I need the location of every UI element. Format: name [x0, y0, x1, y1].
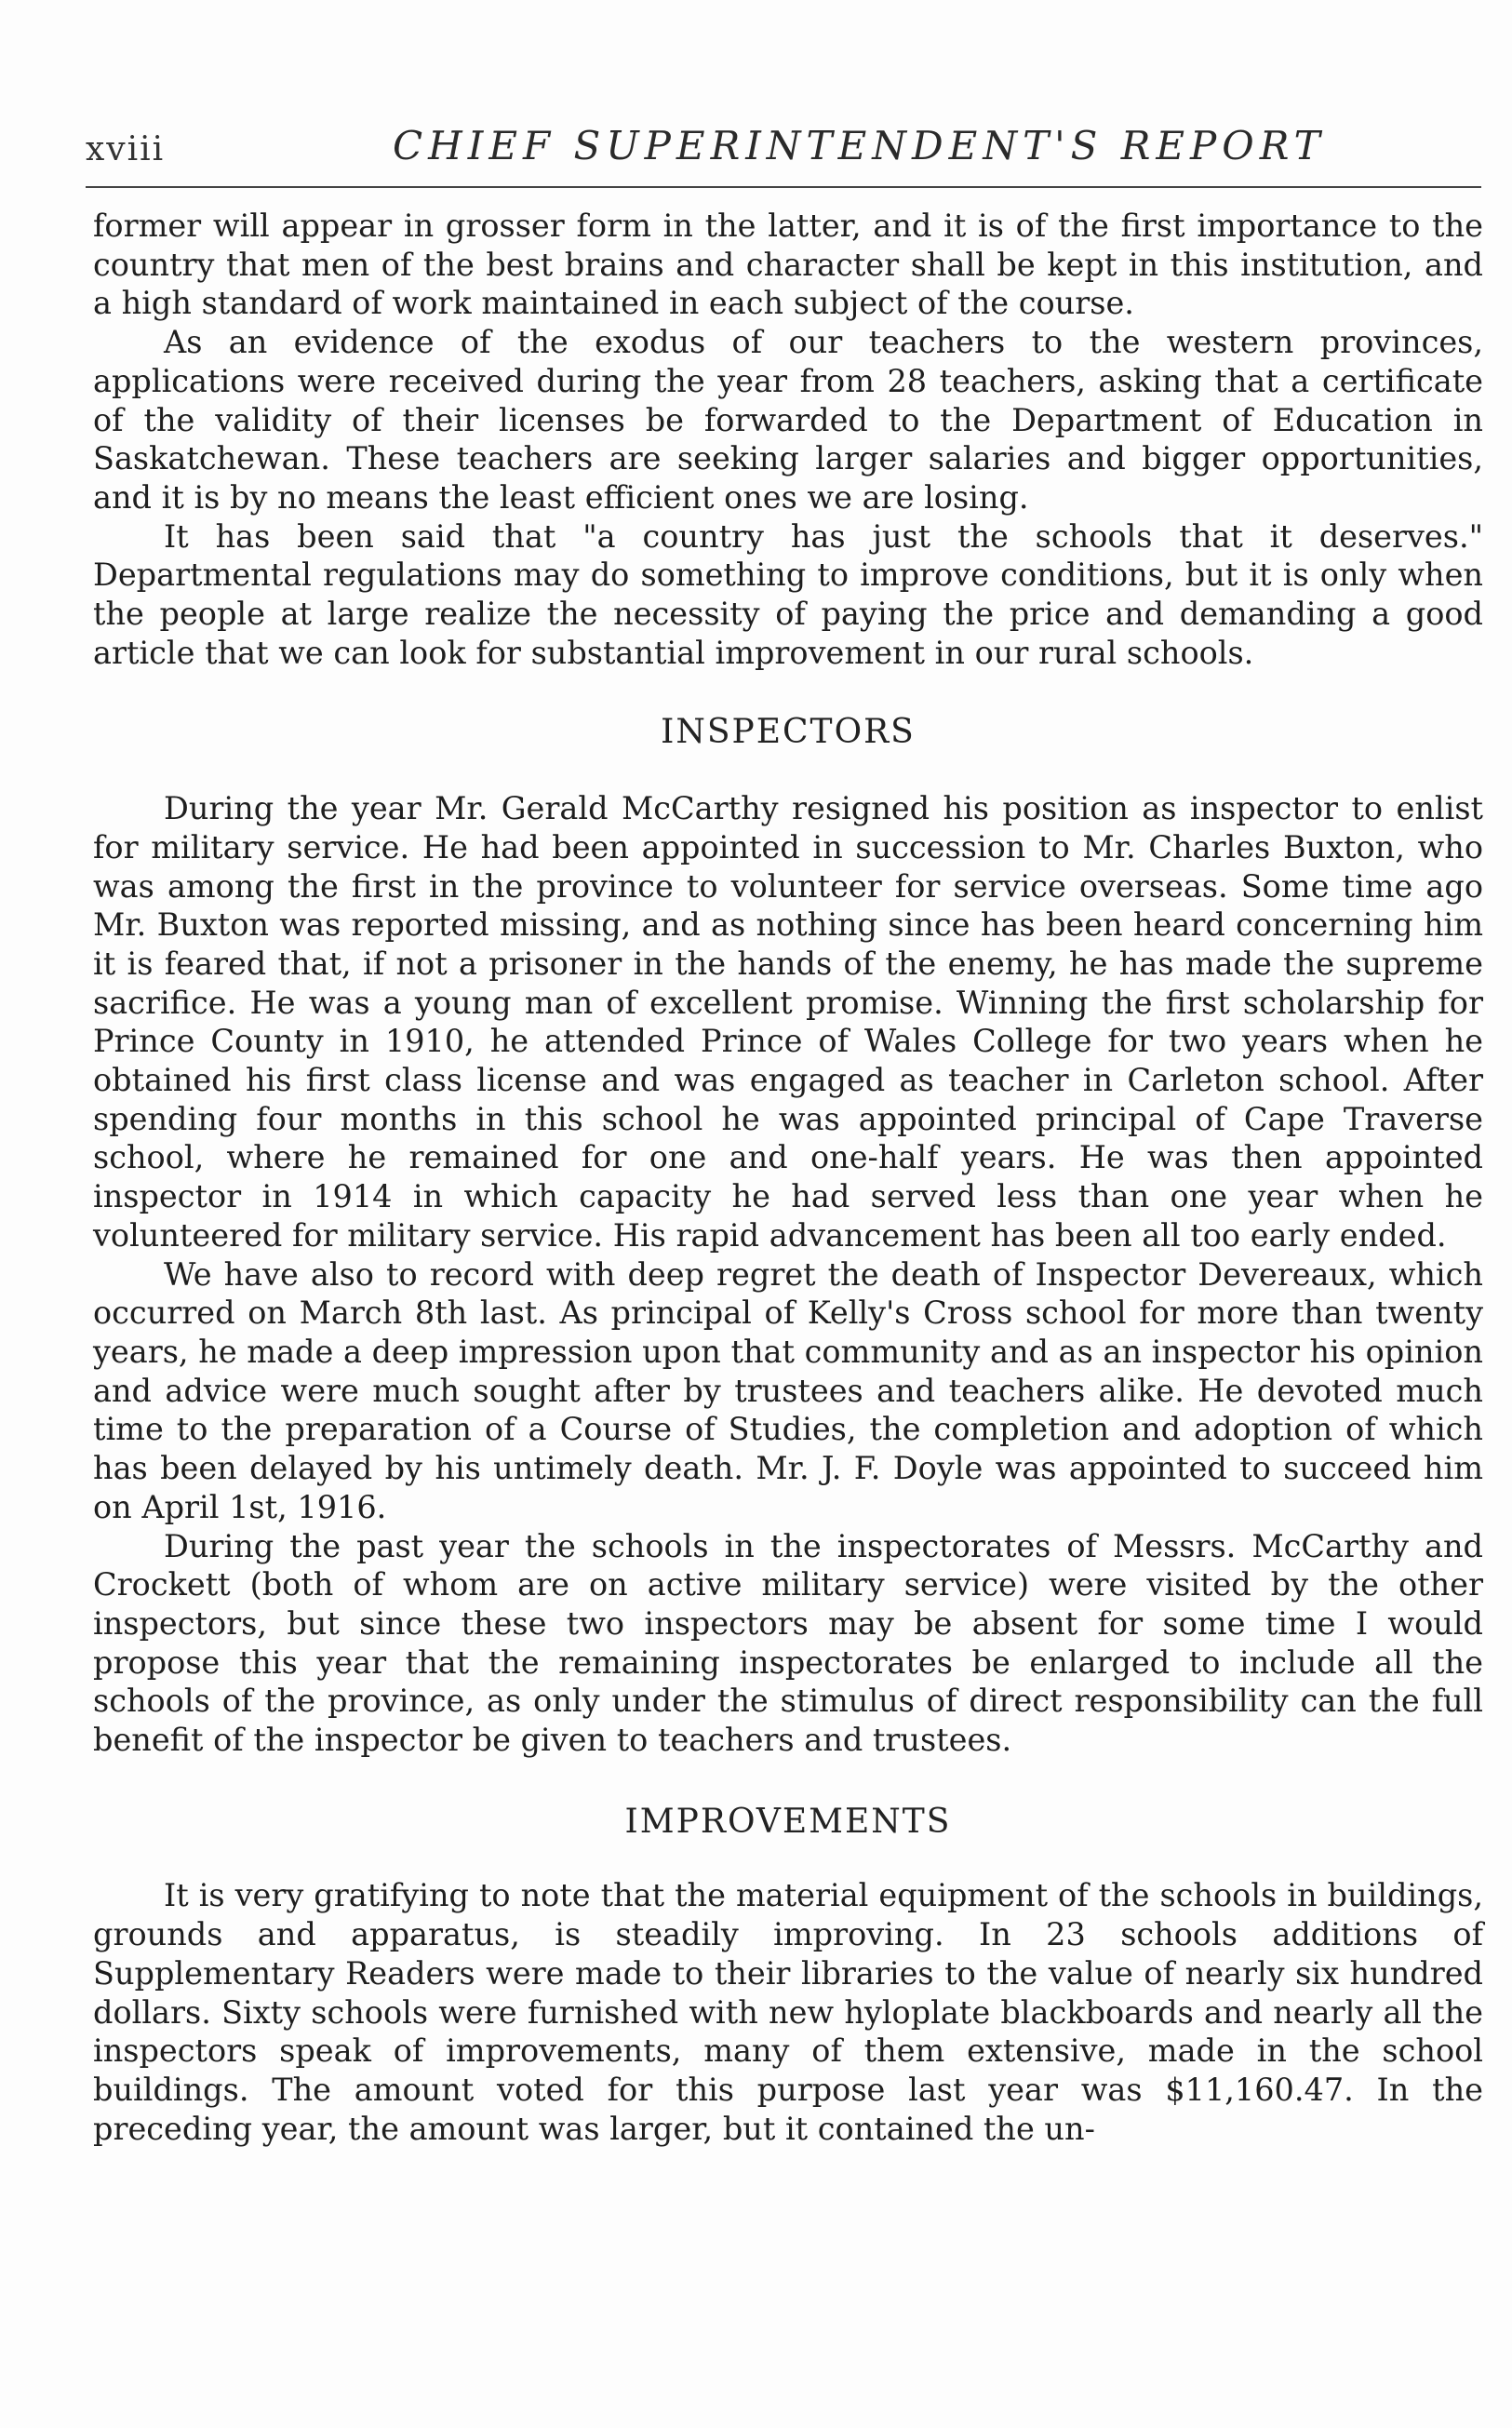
- paragraph-inspectorates: During the past year the schools in the inspectorates of Messrs. McCarthy and Crockett (both of whom are on active military service) were visited by the other inspectors, but since these two inspectors may be absent for some time I would propose this year that the remaining inspectorates be enlarged to include all the schools of the province, as only under the stimulus of direct responsibility can the full benefit of the inspector be given to teachers and trustees.: [93, 1527, 1483, 1759]
- header-rule: [86, 186, 1481, 188]
- section-heading-inspectors: INSPECTORS: [661, 713, 916, 752]
- running-title: CHIEF SUPERINTENDENT'S REPORT: [393, 123, 1326, 168]
- section-heading-improvements: IMPROVEMENTS: [624, 1802, 952, 1841]
- page-number: xviii: [86, 130, 166, 168]
- body-text: [93, 207, 1483, 2148]
- paragraph-devereaux: We have also to record with deep regret the death of Inspector Devereaux, which occurred on March 8th last. As principal of Kelly's Cross school for more than twenty years, he made a deep impression upon that community and as an inspector his opinion and advice were much sought after by trustees and teachers alike. He devoted much time to the preparation of a Course of Studies, the completion and adoption of which has been delayed by his untimely death. Mr. J. F. Doyle was appointed to succeed him on April 1st, 1916.: [93, 1255, 1483, 1525]
- paragraph-schools-deserve: It has been said that "a country has just the schools that it deserves." Departmental regulations may do something to improve conditions, but it is only when the people at large realize the necessity of paying the price and demanding a good article that we can look for substantial improvement in our rural schools.: [93, 517, 1483, 671]
- paragraph-exodus: As an evidence of the exodus of our teachers to the western provinces, applications were received during the year from 28 teachers, asking that a certificate of the validity of their licenses be forwarded to the Department of Education in Saskatchewan. These teachers are seeking larger salaries and bigger opportunities, and it is by no means the least efficient ones we are losing.: [93, 324, 1483, 516]
- page-header: [86, 114, 1481, 179]
- paragraph-mccarthy: During the year Mr. Gerald McCarthy resigned his position as inspector to enlist for military service. He had been appointed in succession to Mr. Charles Buxton, who was among the first in the province to volunteer for service overseas. Some time ago Mr. Buxton was reported missing, and as nothing since has been heard concerning him it is feared that, if not a prisoner in the hands of the enemy, he has made the supreme sacrifice. He was a young man of excellent promise. Winning the first scholarship for Prince County in 1910, he attended Prince of Wales College for two years when he obtained his first class license and was engaged as teacher in Carleton school. After spending four months in this school he was appointed principal of Cape Traverse school, where he remained for one and one-half years. He was then appointed inspector in 1914 in which capacity he had served less than one year when he volunteered for military service. His rapid advancement has been all too early ended.: [93, 790, 1483, 1254]
- paragraph-improvements: It is very gratifying to note that the material equipment of the schools in buildings, grounds and apparatus, is steadily improving. In 23 schools additions of Supplementary Readers were made to their libraries to the value of nearly six hundred dollars. Sixty schools were furnished with new hyloplate blackboards and nearly all the inspectors speak of improvements, many of them extensive, made in the school buildings. The amount voted for this purpose last year was $11,160.47. In the preceding year, the amount was larger, but it contained the un-: [93, 1877, 1483, 2147]
- paragraph-continuation: former will appear in grosser form in the latter, and it is of the first importance to the country that men of the best brains and character shall be kept in this institution, and a high standard of work maintained in each subject of the course.: [93, 208, 1483, 322]
